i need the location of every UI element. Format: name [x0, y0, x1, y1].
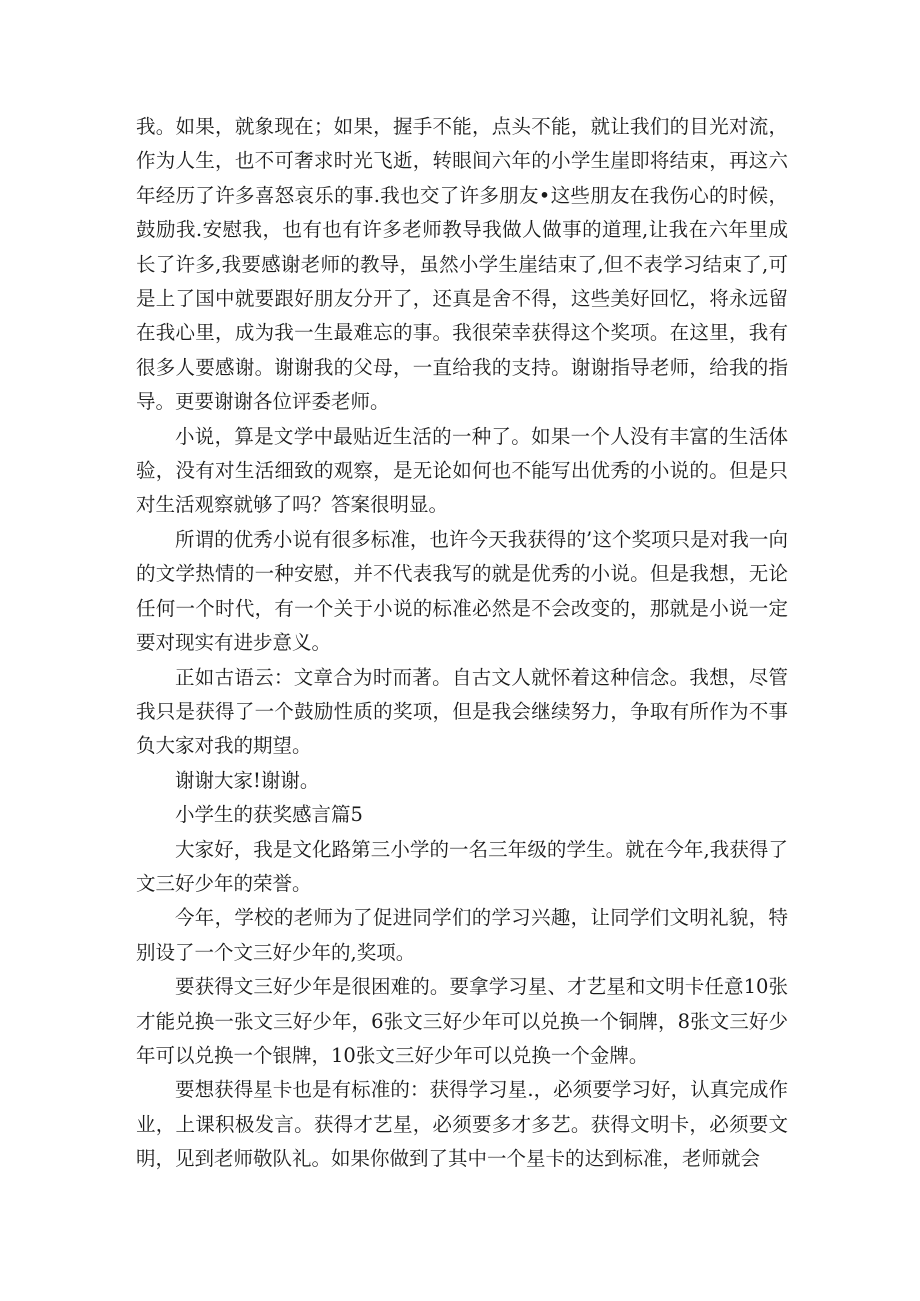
paragraph-9: 要想获得星卡也是有标准的：获得学习星.，必须要学习好，认真完成作业，上课积极发言。获得才艺星，必须要多才多艺。获得文明卡，必须要文明，见到老师敬队礼。如果你做到了其中一个星卡的达到标准，老师就会: [136, 1078, 788, 1171]
paragraph-5: 谢谢大家!谢谢。: [175, 768, 320, 792]
section-heading: 小学生的获奖感言篇5: [175, 803, 363, 827]
document-body: [136, 110, 788, 1177]
paragraph-6: 大家好，我是文化路第三小学的一名三年级的学生。就在今年,我获得了文三好少年的荣誉。: [136, 837, 788, 895]
paragraph-8: 要获得文三好少年是很困难的。要拿学习星、才艺星和文明卡任意10张才能兑换一张文三好少年，6张文三好少年可以兑换一个铜牌，8张文三好少年可以兑换一个银牌，10张文三好少年可以兑换一个金牌。: [136, 975, 788, 1067]
paragraph-3: 所谓的优秀小说有很多标准，也许今天我获得的’这个奖项只是对我一向的文学热情的一种安慰，并不代表我写的就是优秀的小说。但是我想，无论任何一个时代，有一个关于小说的标准必然是不会改变的，那就是小说一定要对现实有进步意义。: [136, 527, 788, 655]
paragraph-1: 我。如果，就象现在；如果，握手不能，点头不能，就让我们的目光对流，作为人生，也不可奢求时光飞逝，转眼间六年的小学生崖即将结束，再这六年经历了许多喜怒哀乐的事.我也交了许多朋友•这些朋友在我伤心的时候，鼓励我.安慰我，也有也有许多老师教导我做人做事的道理,让我在六年里成长了许多,我要感谢老师的教导，虽然小学生崖结束了,但不表学习结束了,可是上了国中就要跟好朋友分开了，还真是舍不得，这些美好回忆，将永远留在我心里，成为我一生最难忘的事。我很荣幸获得这个奖项。在这里，我有很多人要感谢。谢谢我的父母，一直给我的支持。谢谢指导老师，给我的指导。更要谢谢各位评委老师。: [136, 115, 788, 414]
paragraph-7: 今年，学校的老师为了促进同学们的学习兴趣，让同学们文明礼貌，特别设了一个文三好少年的,奖项。: [136, 906, 788, 964]
paragraph-2: 小说，算是文学中最贴近生活的一种了。如果一个人没有丰富的生活体验，没有对生活细致的观察，是无论如何也不能写出优秀的小说的。但是只对生活观察就够了吗？答案很明显。: [136, 424, 788, 517]
paragraph-4: 正如古语云：文章合为时而著。自古文人就怀着这种信念。我想，尽管我只是获得了一个鼓励性质的奖项，但是我会继续努力，争取有所作为不事负大家对我的期望。: [136, 665, 788, 758]
